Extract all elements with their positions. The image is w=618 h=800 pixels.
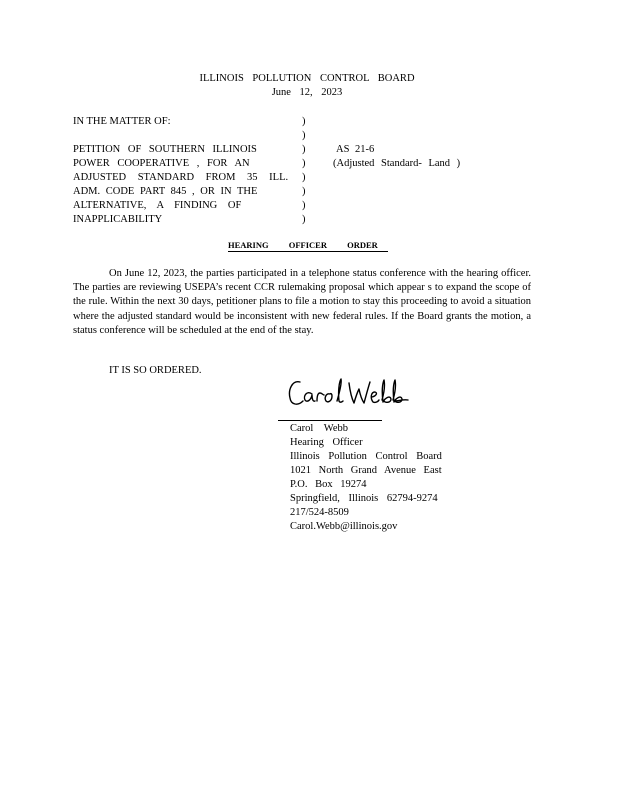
- case-type: (Adjusted Standard- Land ): [333, 158, 461, 169]
- paren: ): [302, 116, 306, 127]
- order-date: June 12, 2023: [271, 87, 343, 98]
- document-header: [0, 72, 618, 100]
- caption-line: ADJUSTED STANDARD FROM 35 ILL.: [73, 172, 289, 183]
- caption-line: ALTERNATIVE, A FINDING OF: [73, 200, 242, 211]
- caption-parentheses: [302, 115, 306, 227]
- closing-statement: IT IS SO ORDERED.: [109, 365, 202, 376]
- signer-city: Springfield, Illinois 62794-9274: [290, 493, 438, 504]
- paren: ): [302, 158, 306, 169]
- paren: ): [302, 214, 306, 225]
- caption-line: [73, 129, 288, 143]
- paren: ): [302, 186, 306, 197]
- signer-organization: Illinois Pollution Control Board: [290, 451, 442, 462]
- caption-line: POWER COOPERATIVE , FOR AN: [73, 158, 250, 169]
- handwritten-signature: [286, 374, 416, 414]
- caption-line: ADM. CODE PART 845 , OR IN THE: [73, 186, 258, 197]
- signer-email: Carol.Webb@illinois.gov: [290, 521, 398, 532]
- signer-phone: 217/524-8509: [290, 507, 349, 518]
- caption-line: IN THE MATTER OF:: [73, 116, 171, 127]
- paren: ): [302, 144, 306, 155]
- signer-title: Hearing Officer: [290, 437, 363, 448]
- signer-po-box: P.O. Box 19274: [290, 479, 367, 490]
- paren: ): [302, 200, 306, 211]
- paren: ): [302, 172, 306, 183]
- signer-address: 1021 North Grand Avenue East: [290, 465, 442, 476]
- caption-line: PETITION OF SOUTHERN ILLINOIS: [73, 144, 257, 155]
- case-caption: [73, 115, 288, 227]
- board-name: ILLINOIS POLLUTION CONTROL BOARD: [199, 73, 415, 84]
- signature-line: [278, 420, 382, 421]
- caption-line: INAPPLICABILITY: [73, 214, 163, 225]
- paren: ): [302, 130, 306, 141]
- order-title: HEARING OFFICER ORDER: [228, 240, 388, 252]
- case-number: AS 21-6: [336, 144, 375, 155]
- signature-block: [290, 422, 442, 534]
- signer-name: Carol Webb: [290, 423, 348, 434]
- order-body: On June 12, 2023, the parties participated in a telephone status conference with the hearing officer. The parties are reviewing USEPA’s recent CCR rulemaking proposal which appear s to expand the scope of the rule. Within the next 30 days, petitioner plans to file a motion to stay this proceeding to avoid a situation where the adjusted standard would be inconsistent with new federal rules. If the Board grants the motion, a status conference will be scheduled at the end of the stay.: [73, 268, 531, 336]
